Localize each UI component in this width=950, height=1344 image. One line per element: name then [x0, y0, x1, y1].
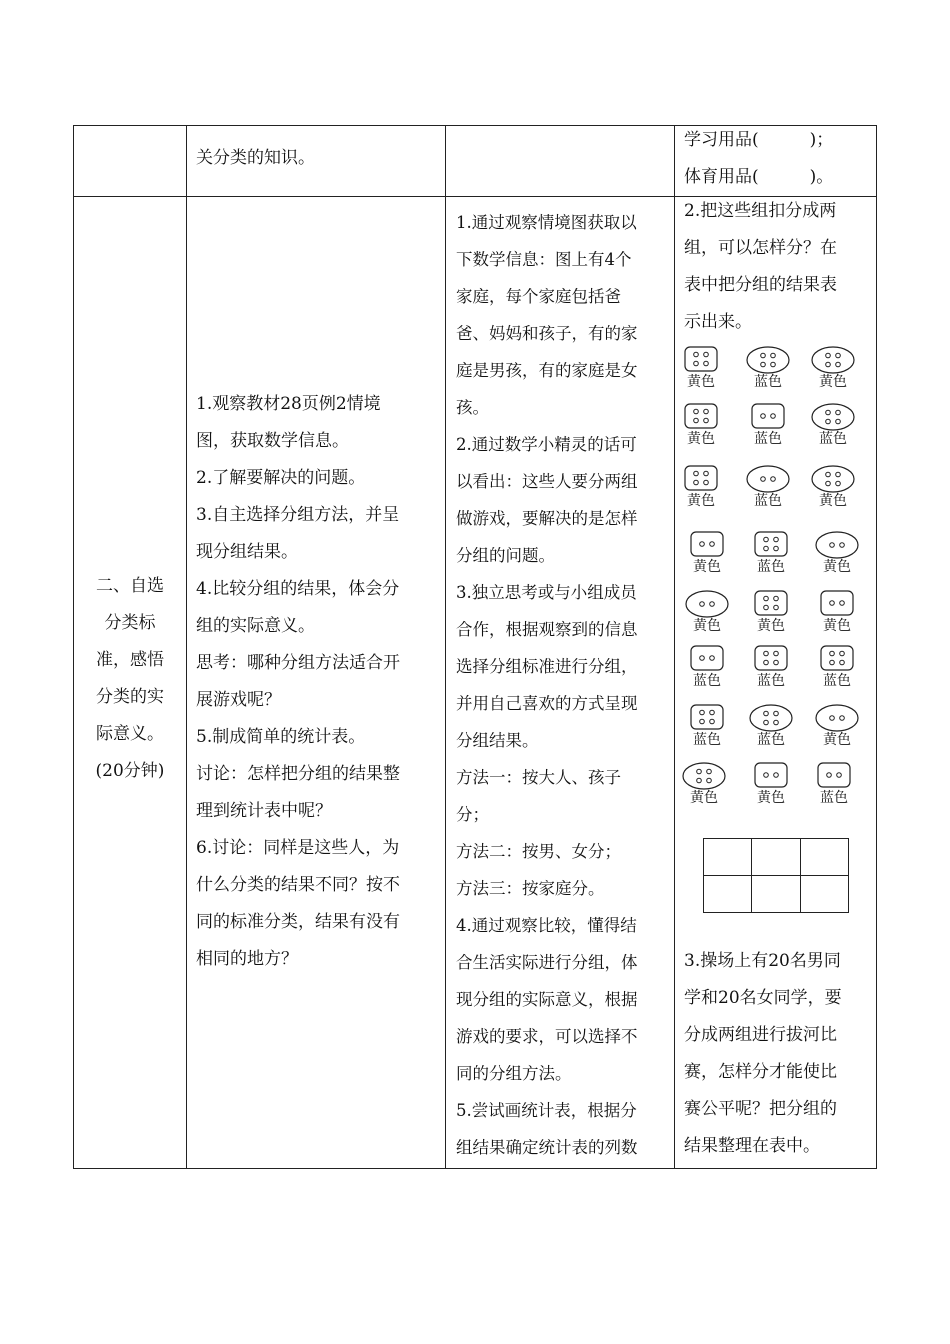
button-figure	[747, 645, 795, 693]
button-color-label: 黄色	[823, 559, 851, 575]
square-button-icon	[684, 346, 718, 372]
text-line: 方法三：按家庭分。	[456, 879, 605, 898]
text-line: 6.讨论：同样是这些人，为	[196, 838, 400, 858]
table-cell	[800, 839, 848, 876]
text-line: 分类的实	[96, 687, 164, 707]
button-figure	[744, 403, 792, 451]
button-color-label: 蓝色	[754, 493, 782, 509]
round-button-icon	[811, 465, 855, 493]
button-color-label: 蓝色	[754, 431, 782, 447]
table-cell	[704, 839, 752, 876]
button-color-label: 黄色	[819, 374, 847, 390]
row2-exercise-2	[684, 193, 837, 341]
button-color-label: 蓝色	[754, 374, 782, 390]
row1-teacher-activity	[196, 140, 315, 177]
button-figure	[677, 465, 725, 513]
text-line: 组，可以怎样分？在	[684, 238, 837, 258]
text-line: 方法一：按大人、孩子	[456, 768, 621, 787]
button-color-label: 蓝色	[823, 673, 851, 689]
row2-student-activity	[196, 386, 400, 978]
text-line: 什么分类的结果不同？按不	[196, 875, 400, 895]
text-line: 孩。	[456, 398, 489, 417]
square-button-icon	[690, 704, 724, 730]
text-line: 体育用品( )。	[684, 167, 834, 187]
text-line: 同的标准分类，结果有没有	[196, 912, 400, 932]
square-button-icon	[751, 403, 785, 429]
empty-result-table	[703, 838, 849, 913]
button-color-label: 蓝色	[757, 732, 785, 748]
round-button-icon	[749, 704, 793, 732]
button-figure	[813, 531, 861, 579]
text-line: 准，感悟	[96, 650, 164, 670]
text-line: 方法二：按男、女分；	[456, 842, 621, 861]
round-button-icon	[685, 590, 729, 618]
button-color-label: 蓝色	[757, 559, 785, 575]
button-figure	[744, 465, 792, 513]
text-line: 结果整理在表中。	[684, 1136, 820, 1156]
column-divider	[186, 125, 187, 1169]
button-figure	[813, 590, 861, 638]
text-line: (20分钟)	[95, 761, 165, 781]
round-button-icon	[811, 403, 855, 431]
text-line: 组的实际意义。	[196, 616, 315, 636]
button-figure	[683, 704, 731, 752]
table-cell	[800, 876, 848, 913]
round-button-icon	[682, 762, 726, 790]
text-line: 4.比较分组的结果，体会分	[196, 579, 400, 599]
text-line: 际意义。	[96, 724, 164, 744]
text-line: 相同的地方？	[196, 949, 298, 969]
button-color-label: 蓝色	[819, 431, 847, 447]
row1-exercise	[684, 122, 833, 196]
text-line: 3.操场上有20名男同	[684, 951, 841, 971]
text-line: 4.通过观察比较，懂得结	[456, 916, 637, 935]
table-cell	[752, 876, 800, 913]
text-line: 二、自选	[96, 576, 164, 596]
text-line: 以看出：这些人要分两组	[456, 472, 638, 491]
text-line: 1.观察教材28页例2情境	[196, 394, 381, 414]
button-figure	[747, 531, 795, 579]
row2-exercise-3	[684, 943, 842, 1165]
button-color-label: 蓝色	[693, 673, 721, 689]
text-line: 同的分组方法。	[456, 1064, 572, 1083]
text-line: 庭是男孩，有的家庭是女	[456, 361, 638, 380]
text-line: 游戏的要求，可以选择不	[456, 1027, 638, 1046]
button-figure	[680, 762, 728, 810]
text-line: 图，获取数学信息。	[196, 431, 349, 451]
button-figure	[677, 403, 725, 451]
round-button-icon	[746, 346, 790, 374]
round-button-icon	[815, 704, 859, 732]
square-button-icon	[820, 645, 854, 671]
text-line: 5.制成简单的统计表。	[196, 727, 366, 747]
button-color-label: 蓝色	[693, 732, 721, 748]
button-figure	[813, 704, 861, 752]
button-figure	[809, 465, 857, 513]
button-color-label: 黄色	[690, 790, 718, 806]
button-figure	[744, 346, 792, 394]
button-figure	[677, 346, 725, 394]
button-color-label: 黄色	[687, 431, 715, 447]
text-line: 家庭，每个家庭包括爸	[456, 287, 621, 306]
text-line: 分类标	[104, 613, 156, 633]
button-figure	[683, 645, 731, 693]
square-button-icon	[754, 762, 788, 788]
text-line: 2.把这些组扣分成两	[684, 201, 837, 221]
text-line: 2.通过数学小精灵的话可	[456, 435, 637, 454]
text-line: 合作，根据观察到的信息	[456, 620, 638, 639]
square-button-icon	[820, 590, 854, 616]
button-color-label: 黄色	[693, 559, 721, 575]
text-line: 示出来。	[684, 312, 752, 332]
button-figure	[813, 645, 861, 693]
button-figure	[683, 590, 731, 638]
row2-design-intent	[456, 204, 638, 1166]
column-divider	[674, 125, 675, 1169]
square-button-icon	[754, 531, 788, 557]
text-line: 现分组的实际意义，根据	[456, 990, 638, 1009]
square-button-icon	[754, 590, 788, 616]
table-cell	[752, 839, 800, 876]
button-color-label: 黄色	[819, 493, 847, 509]
square-button-icon	[684, 403, 718, 429]
button-color-label: 蓝色	[820, 790, 848, 806]
table-cell	[704, 876, 752, 913]
round-button-icon	[815, 531, 859, 559]
text-line: 学习用品( )；	[684, 130, 834, 150]
text-line: 赛公平呢？把分组的	[684, 1099, 837, 1119]
round-button-icon	[746, 465, 790, 493]
button-figure	[809, 403, 857, 451]
text-line: 分；	[456, 805, 489, 824]
square-button-icon	[690, 531, 724, 557]
text-line: 表中把分组的结果表	[684, 275, 837, 295]
text-line: 并用自己喜欢的方式呈现	[456, 694, 638, 713]
square-button-icon	[817, 762, 851, 788]
text-line: 1.通过观察情境图获取以	[456, 213, 637, 232]
button-figure	[809, 346, 857, 394]
square-button-icon	[754, 645, 788, 671]
button-figure	[810, 762, 858, 810]
text-line: 学和20名女同学，要	[684, 988, 842, 1008]
button-color-label: 黄色	[757, 790, 785, 806]
text-line: 爸、妈妈和孩子，有的家	[456, 324, 638, 343]
text-line: 组结果确定统计表的列数	[456, 1138, 638, 1157]
text-line: 分成两组进行拔河比	[684, 1025, 837, 1045]
text-line: 合生活实际进行分组，体	[456, 953, 638, 972]
text-line: 下数学信息：图上有4个	[456, 250, 632, 269]
text-line: 分组的问题。	[456, 546, 555, 565]
button-color-label: 黄色	[757, 618, 785, 634]
text-line: 思考：哪种分组方法适合开	[196, 653, 400, 673]
text-line: 3.自主选择分组方法，并呈	[196, 505, 400, 525]
button-figure	[747, 762, 795, 810]
text-line: 讨论：怎样把分组的结果整	[196, 764, 400, 784]
button-color-label: 黄色	[687, 493, 715, 509]
button-color-label: 黄色	[823, 732, 851, 748]
button-color-label: 黄色	[693, 618, 721, 634]
text-line: 选择分组标准进行分组，	[456, 657, 638, 676]
text-line: 赛，怎样分才能使比	[684, 1062, 837, 1082]
text-line: 关分类的知识。	[196, 148, 315, 168]
button-figure	[747, 704, 795, 752]
square-button-icon	[690, 645, 724, 671]
button-color-label: 黄色	[823, 618, 851, 634]
text-line: 2.了解要解决的问题。	[196, 468, 366, 488]
button-figure	[747, 590, 795, 638]
button-color-label: 蓝色	[757, 673, 785, 689]
square-button-icon	[684, 465, 718, 491]
round-button-icon	[811, 346, 855, 374]
text-line: 3.独立思考或与小组成员	[456, 583, 637, 602]
text-line: 5.尝试画统计表，根据分	[456, 1101, 637, 1120]
text-line: 分组结果。	[456, 731, 539, 750]
column-divider	[445, 125, 446, 1169]
text-line: 现分组结果。	[196, 542, 298, 562]
text-line: 理到统计表中呢？	[196, 801, 332, 821]
button-color-label: 黄色	[687, 374, 715, 390]
button-figure	[683, 531, 731, 579]
row2-stage-title	[74, 568, 186, 790]
text-line: 做游戏，要解决的是怎样	[456, 509, 638, 528]
text-line: 展游戏呢？	[196, 690, 281, 710]
